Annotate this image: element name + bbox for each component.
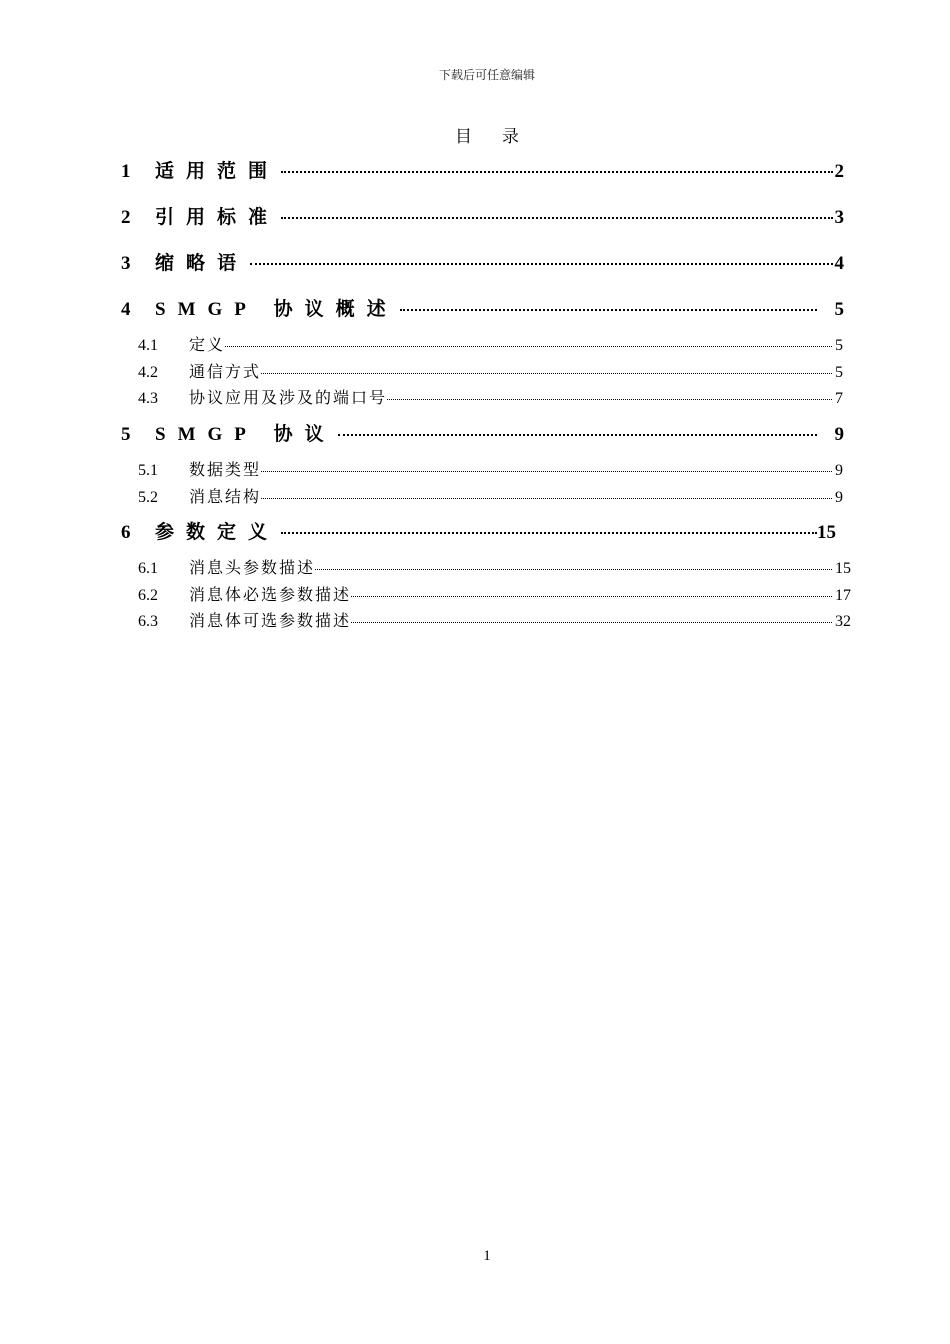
toc-entry-page: 5 — [835, 337, 843, 354]
toc-entry-page: 5 — [834, 299, 844, 320]
dot-leader — [261, 471, 832, 472]
toc-entry-number: 2 — [121, 207, 131, 228]
toc-entry-label: SMGP 协议 — [155, 424, 336, 445]
toc-entry-page: 17 — [835, 587, 851, 604]
dot-leader — [250, 263, 832, 265]
toc-entry[interactable] — [138, 608, 851, 631]
toc-entry[interactable] — [138, 332, 843, 355]
toc-entry[interactable] — [121, 517, 836, 544]
toc-entry-page: 3 — [834, 207, 844, 228]
toc-entry[interactable] — [121, 248, 844, 275]
toc-entry-page: 9 — [834, 424, 844, 445]
toc-entry-label: 数据类型 — [189, 462, 262, 479]
dot-leader — [351, 622, 832, 623]
toc-entry-number: 6.1 — [138, 560, 158, 577]
page-header: 下载后可任意编辑 — [438, 68, 535, 82]
toc-entry[interactable] — [121, 419, 844, 446]
toc-entry-number: 4.1 — [138, 337, 158, 354]
toc-entry-number: 5.1 — [138, 462, 158, 479]
toc-entry-page: 15 — [817, 522, 836, 543]
toc-entry[interactable] — [121, 156, 844, 183]
toc-entry-number: 6.2 — [138, 587, 158, 604]
toc-entry-label: 缩略语 — [155, 253, 249, 274]
toc-entry-label: 消息体可选参数描述 — [189, 613, 352, 630]
toc-entry-label: 通信方式 — [189, 364, 262, 381]
toc-title-part2: 录 — [502, 127, 519, 146]
page-number: 1 — [483, 1248, 491, 1264]
dot-leader — [261, 373, 832, 374]
toc-entry-label: 协议应用及涉及的端口号 — [189, 390, 388, 407]
toc-entry[interactable] — [138, 582, 851, 605]
toc-entry-label: 引用标准 — [155, 207, 280, 228]
toc-entry-label: 消息体必选参数描述 — [189, 587, 352, 604]
toc-entry-number: 3 — [121, 253, 131, 274]
toc-entry-number: 4.3 — [138, 390, 158, 407]
toc-entry-number: 5.2 — [138, 489, 158, 506]
toc-entry-number: 1 — [121, 161, 131, 182]
toc-entry-label: 参数定义 — [155, 522, 280, 543]
dot-leader — [351, 596, 832, 597]
toc-title — [0, 122, 950, 147]
toc-entry-label: 消息结构 — [189, 489, 262, 506]
toc-entry-page: 32 — [835, 613, 851, 630]
toc-entry[interactable] — [138, 484, 843, 507]
toc-entry-page: 15 — [835, 560, 851, 577]
dot-leader — [281, 171, 832, 173]
toc-entry-page: 5 — [835, 364, 843, 381]
toc-entry[interactable] — [138, 457, 843, 480]
dot-leader — [225, 346, 832, 347]
toc-entry-number: 4 — [121, 299, 131, 320]
toc-entry[interactable] — [138, 555, 851, 578]
toc-entry-label: SMGP 协议概述 — [155, 299, 398, 320]
dot-leader — [281, 217, 832, 219]
toc-entry-page: 2 — [834, 161, 844, 182]
toc-entry[interactable] — [121, 294, 844, 321]
toc-entry-number: 4.2 — [138, 364, 158, 381]
dot-leader — [281, 532, 817, 534]
toc-entry-page: 9 — [835, 462, 843, 479]
toc-entry-number: 6.3 — [138, 613, 158, 630]
dot-leader — [261, 498, 832, 499]
toc-entry[interactable] — [138, 385, 843, 408]
dot-leader — [315, 569, 832, 570]
dot-leader — [338, 434, 817, 436]
toc-entry-number: 5 — [121, 424, 131, 445]
toc-entry[interactable] — [121, 202, 844, 229]
toc-entry-page: 9 — [835, 489, 843, 506]
toc-entry-number: 6 — [121, 522, 131, 543]
dot-leader — [387, 399, 832, 400]
dot-leader — [400, 309, 817, 311]
toc-entry-label: 适用范围 — [155, 161, 280, 182]
toc-title-part1: 目 — [455, 127, 472, 146]
toc-entry-page: 4 — [834, 253, 844, 274]
toc-entry-page: 7 — [835, 390, 843, 407]
toc-entry[interactable] — [138, 359, 843, 382]
toc-entry-label: 消息头参数描述 — [189, 560, 316, 577]
toc-entry-label: 定义 — [189, 337, 226, 354]
